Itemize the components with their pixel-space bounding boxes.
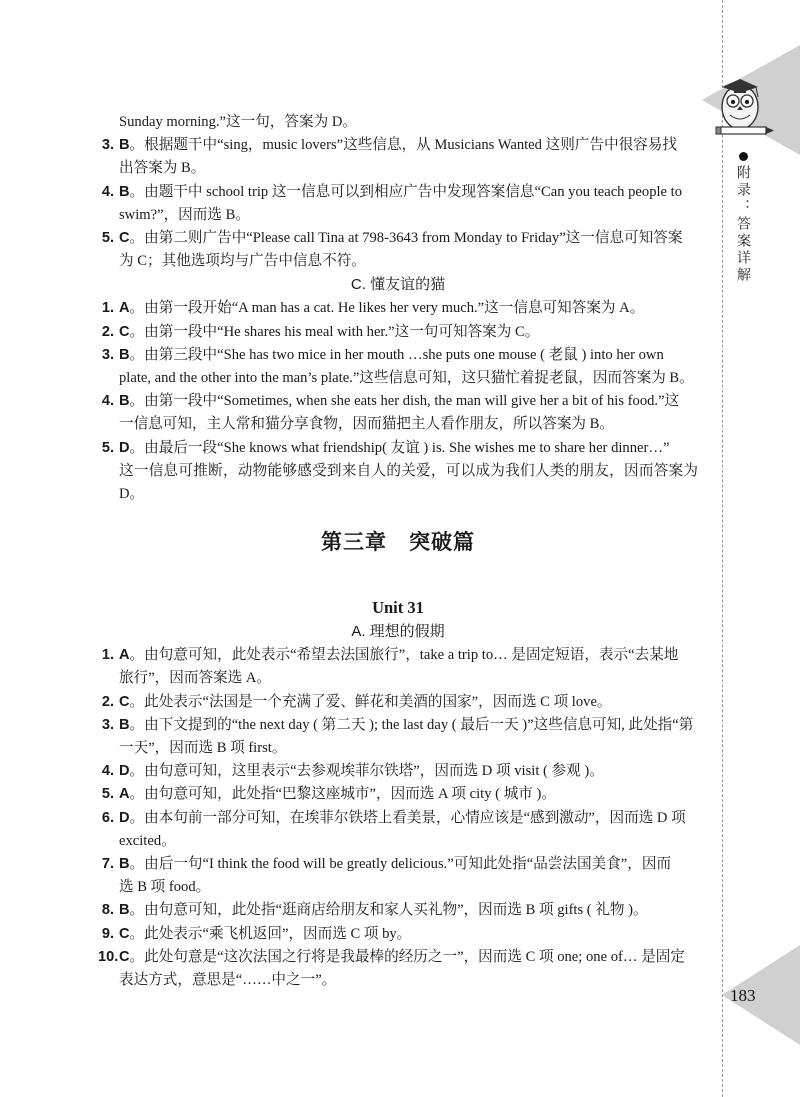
answer-item (98, 807, 698, 853)
answer-item (98, 321, 698, 344)
explanation-line: 。由题干中 school trip 这一信息可以到相应广告中发现答案信息“Can you teach people to (129, 183, 683, 200)
explanation-line: 。由句意可知，此处指“巴黎这座城市”，因而选 A 项 city ( 城市 )。 (129, 786, 556, 803)
explanation-line: 。由后一句“I think the food will be greatly delicious.”可知此处指“品尝法国美食”，因而 (129, 856, 672, 873)
answer-letter: A (119, 300, 130, 317)
answer-letter: B (119, 137, 130, 154)
bullet-dot-icon (739, 152, 748, 161)
item-number: 5. (101, 230, 114, 247)
item-number: 3. (101, 716, 114, 733)
answer-item (98, 714, 698, 760)
answer-letter: C (119, 693, 130, 710)
explanation-line: 一信息可知，主人常和猫分享食物，因而猫把主人看作朋友，所以答案为 B。 (119, 416, 614, 433)
answer-letter: B (119, 346, 130, 363)
explanation-line: 。由第一段中“He shares his meal with her.”这一句可知答案为 C。 (129, 323, 540, 340)
answer-letter: D (119, 439, 130, 456)
explanation-line: 。由第二则广告中“Please call Tina at 798-3643 from Monday to Friday”这一信息可知答案 (129, 230, 683, 247)
item-number: 4. (101, 763, 114, 780)
answer-letter: B (119, 716, 130, 733)
answer-item (98, 181, 698, 227)
answer-item (98, 899, 698, 922)
answer-list-group2 (98, 297, 698, 506)
appendix-side-label (733, 152, 753, 284)
answer-list-group3 (98, 644, 698, 992)
answer-letter: B (119, 183, 130, 200)
explanation-line: 。由句意可知，这里表示“去参观埃菲尔铁塔”，因而选 D 项 visit ( 参观 )。 (129, 763, 604, 780)
answer-letter: B (119, 856, 130, 873)
page-number: 183 (730, 986, 756, 1005)
section-a-title: A. 理想的假期 (351, 623, 445, 641)
explanation-line: 。此处表示“法国是一个充满了爱、鲜花和美酒的国家”，因而选 C 项 love。 (129, 693, 612, 710)
owl-mascot-icon (700, 45, 800, 165)
answer-letter: A (119, 647, 130, 664)
item-number: 2. (101, 323, 114, 340)
explanation-line: plate, and the other into the man’s plate.”这些信息可知，这只猫忙着捉老鼠，因而答案为 B。 (119, 370, 694, 387)
explanation-line: 为 C；其他选项均与广告中信息不符。 (119, 253, 366, 270)
explanation-line: 旅行”，因而答案选 A。 (119, 670, 272, 687)
explanation-line: 。由最后一段“She knows what friendship( 友谊 ) is. She wishes me to share her dinner…” (129, 439, 670, 456)
answer-item (98, 923, 698, 946)
explanation-line: 。此处表示“乘飞机返回”，因而选 C 项 by。 (129, 925, 412, 942)
answer-item (98, 390, 698, 436)
explanation-line: 。由第三段中“She has two mice in her mouth …she puts one mouse ( 老鼠 ) into her own (129, 346, 664, 363)
item-number: 1. (101, 647, 114, 664)
unit-title: Unit 31 (372, 598, 424, 618)
answer-item (98, 691, 698, 714)
item-number: 3. (101, 346, 114, 363)
item-number: 5. (101, 439, 114, 456)
answer-content (98, 111, 698, 992)
answer-letter: B (119, 902, 130, 919)
explanation-line: 。此处句意是“这次法国之行将是我最棒的经历之一”，因而选 C 项 one; one of… 是固定 (129, 948, 685, 965)
answer-item (98, 946, 698, 992)
chapter-title: 第三章 突破篇 (321, 531, 475, 555)
answer-item (98, 344, 698, 390)
answer-item (98, 297, 698, 320)
answer-letter: D (119, 809, 130, 826)
item-number: 1. (101, 300, 114, 317)
item-number: 4. (101, 183, 114, 200)
explanation-line: 。由下文提到的“the next day ( 第二天 ); the last day ( 最后一天 )”这些信息可知, 此处指“第 (129, 716, 694, 733)
explanation-line: 表达方式，意思是“……中之一”。 (119, 972, 337, 989)
explanation-line: 。由本句前一部分可知，在埃菲尔铁塔上看美景，心情应该是“感到激动”，因而选 D 项 (129, 809, 686, 826)
item-number: 5. (101, 786, 114, 803)
answer-letter: D (119, 763, 130, 780)
explanation-line: swim?”，因而选 B。 (119, 206, 250, 223)
explanation-line: 。由第一段开始“A man has a cat. He likes her very much.”这一信息可知答案为 A。 (129, 300, 645, 317)
explanation-line: 一天”，因而选 B 项 first。 (119, 740, 287, 757)
answer-item (98, 437, 698, 507)
item-number: 9. (101, 925, 114, 942)
explanation-line: 。由第一段中“Sometimes, when she eats her dish, the man will give her a bit of his food.”这 (129, 393, 680, 410)
answer-list-group1 (98, 134, 698, 273)
answer-letter: A (119, 786, 130, 803)
explanation-line: 。由句意可知，此处指“逛商店给朋友和家人买礼物”，因而选 B 项 gifts ( 礼物 )。 (129, 902, 648, 919)
answer-item (98, 760, 698, 783)
answer-item (98, 853, 698, 899)
explanation-line: 出答案为 B。 (119, 160, 206, 177)
explanation-line: 。根据题干中“sing，music lovers”这些信息，从 Musicians Wanted 这则广告中很容易找 (129, 137, 677, 154)
explanation-line: 选 B 项 food。 (119, 879, 211, 896)
answer-item (98, 134, 698, 180)
answer-letter: C (119, 948, 130, 965)
item-number: 6. (101, 809, 114, 826)
item-number: 7. (101, 856, 114, 873)
answer-letter: B (119, 393, 130, 410)
item-number: 10. (98, 948, 119, 965)
item-number: 3. (101, 137, 114, 154)
explanation-line: excited。 (119, 832, 176, 849)
item-number: 8. (101, 902, 114, 919)
answer-item (98, 783, 698, 806)
answer-item (98, 644, 698, 690)
answer-item (98, 227, 698, 273)
explanation-line: 。由句意可知，此处表示“希望去法国旅行”，take a trip to… 是固定短语，表示“去某地 (129, 647, 679, 664)
answer-letter: C (119, 230, 130, 247)
answer-letter: C (119, 925, 130, 942)
continued-fragment: Sunday morning.”这一句，答案为 D。 (119, 114, 357, 130)
section-c-title: C. 懂友谊的猫 (350, 276, 446, 294)
side-label-text: 附录：答案详解 (735, 165, 751, 284)
item-number: 4. (101, 393, 114, 410)
answer-letter: C (119, 323, 130, 340)
explanation-line: 这一信息可推断，动物能够感受到来自人的关爱，可以成为我们人类的朋友，因而答案为 D。 (119, 462, 698, 503)
item-number: 2. (101, 693, 114, 710)
